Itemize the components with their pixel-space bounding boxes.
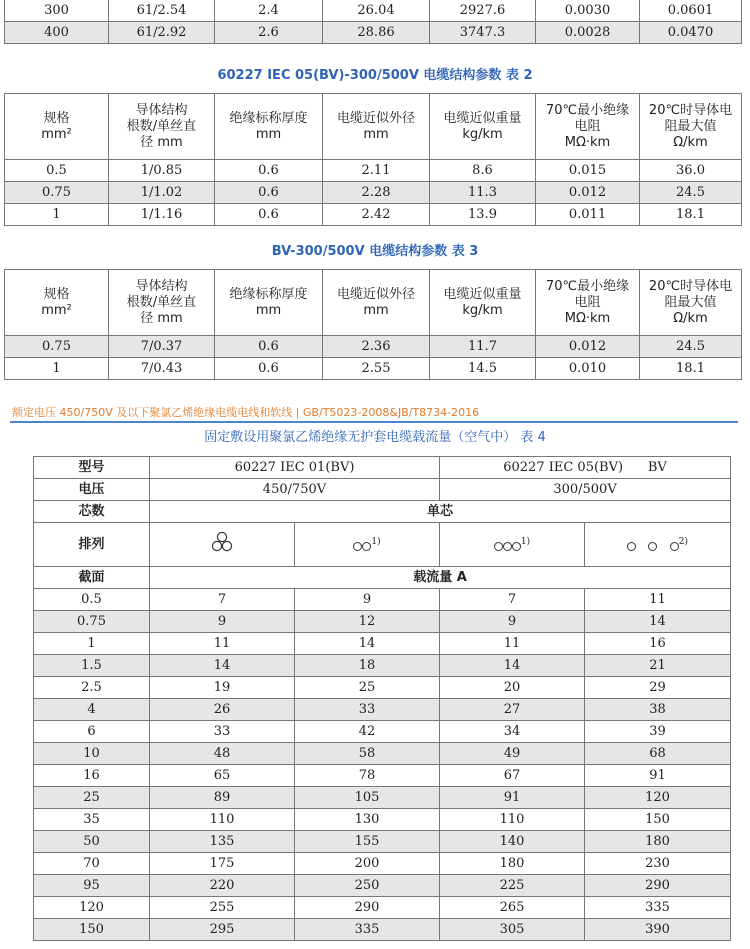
table-cell: 14 xyxy=(585,611,731,633)
table-cell: 11 xyxy=(440,633,585,655)
table-cell: 29 xyxy=(585,677,731,699)
cores-label: 芯数 xyxy=(34,501,150,523)
table-cell: 0.5 xyxy=(34,589,150,611)
table-row xyxy=(5,160,742,182)
header-conductor: 导体结构 根数/单丝直 径 mm xyxy=(109,270,215,336)
table-cell: 200 xyxy=(295,853,440,875)
table-cell: 0.75 xyxy=(5,336,109,358)
table-cell: 26.04 xyxy=(323,0,430,22)
model-label: 型号 xyxy=(34,457,150,479)
header-weight: 电缆近似重量 kg/km xyxy=(430,94,536,160)
arrangement-trefoil xyxy=(150,523,295,567)
table-cell: 89 xyxy=(150,787,295,809)
table-cell: 1 xyxy=(34,633,150,655)
header-insulation: 绝缘标称厚度 mm xyxy=(215,94,323,160)
table-cell: 25 xyxy=(295,677,440,699)
row-arrangement xyxy=(34,523,731,567)
table-cell: 180 xyxy=(440,853,585,875)
table-row xyxy=(34,743,731,765)
table-cell: 91 xyxy=(585,765,731,787)
table-cell: 18.1 xyxy=(640,204,742,226)
header-outer-diameter: 电缆近似外径 mm xyxy=(323,94,430,160)
table-cell: 9 xyxy=(150,611,295,633)
table-cell: 120 xyxy=(34,897,150,919)
table-cell: 11 xyxy=(150,633,295,655)
table-row xyxy=(5,182,742,204)
table-cell: 1 xyxy=(5,358,109,380)
table-cell: 1/1.02 xyxy=(109,182,215,204)
table-cell: 225 xyxy=(440,875,585,897)
table-row xyxy=(34,633,731,655)
table-cell: 11.7 xyxy=(430,336,536,358)
table-row xyxy=(34,765,731,787)
table-cell: 35 xyxy=(34,809,150,831)
table-cell: 390 xyxy=(585,919,731,941)
table-cell: 61/2.92 xyxy=(109,22,215,44)
arrangement-three-touching: 1) xyxy=(440,523,585,567)
table-cell: 0.0030 xyxy=(536,0,640,22)
table-cell: 295 xyxy=(150,919,295,941)
table-cell: 2.42 xyxy=(323,204,430,226)
table-cell: 1/1.16 xyxy=(109,204,215,226)
table-cell: 155 xyxy=(295,831,440,853)
table-cell: 0.0601 xyxy=(640,0,742,22)
header-spec: 规格 mm² xyxy=(5,270,109,336)
table-row xyxy=(34,875,731,897)
model-b: 60227 IEC 05(BV) BV xyxy=(440,457,731,479)
table-cell: 11.3 xyxy=(430,182,536,204)
table-cell: 48 xyxy=(150,743,295,765)
table-cell: 0.5 xyxy=(5,160,109,182)
voltage-a: 450/750V xyxy=(150,479,440,501)
table-cell: 300 xyxy=(5,0,109,22)
standard-subtitle: 额定电压 450/750V 及以下聚氯乙烯绝缘电缆电线和软线 | GB/T5023-2008&JB/T8734-2016 xyxy=(12,406,480,419)
table-cell: 0.011 xyxy=(536,204,640,226)
table-cell: 70 xyxy=(34,853,150,875)
table-cell: 0.6 xyxy=(215,182,323,204)
table-row xyxy=(5,0,742,22)
ampacity-label: 载流量 A xyxy=(150,567,731,589)
table-3 xyxy=(4,269,742,380)
table-cell: 2927.6 xyxy=(430,0,536,22)
table-cell: 265 xyxy=(440,897,585,919)
table-cell: 58 xyxy=(295,743,440,765)
table-cell: 10 xyxy=(34,743,150,765)
table-2-title: 60227 IEC 05(BV)-300/500V 电缆结构参数 表 2 xyxy=(217,68,533,83)
table-cell: 2.6 xyxy=(215,22,323,44)
table-cell: 14 xyxy=(440,655,585,677)
table-cell: 2.36 xyxy=(323,336,430,358)
table-cell: 13.9 xyxy=(430,204,536,226)
arrangement-label: 排列 xyxy=(34,523,150,567)
table-cell: 33 xyxy=(150,721,295,743)
table-cell: 2.28 xyxy=(323,182,430,204)
row-voltage xyxy=(34,479,731,501)
table-cell: 67 xyxy=(440,765,585,787)
table-cell: 25 xyxy=(34,787,150,809)
table-cell: 0.75 xyxy=(5,182,109,204)
table-cell: 0.0470 xyxy=(640,22,742,44)
table-cell: 0.6 xyxy=(215,358,323,380)
table-cell: 180 xyxy=(585,831,731,853)
row-cores xyxy=(34,501,731,523)
table-cell: 120 xyxy=(585,787,731,809)
model-a: 60227 IEC 01(BV) xyxy=(150,457,440,479)
table-cell: 6 xyxy=(34,721,150,743)
table-3-title: BV-300/500V 电缆结构参数 表 3 xyxy=(271,244,479,259)
table-cell: 110 xyxy=(440,809,585,831)
table-1-body xyxy=(5,0,742,44)
table-cell: 140 xyxy=(440,831,585,853)
voltage-b: 300/500V xyxy=(440,479,731,501)
table-cell: 0.010 xyxy=(536,358,640,380)
row-model xyxy=(34,457,731,479)
table-row xyxy=(34,699,731,721)
table-row xyxy=(5,204,742,226)
cores-value: 单芯 xyxy=(150,501,731,523)
table-cell: 0.6 xyxy=(215,204,323,226)
header-weight: 电缆近似重量 kg/km xyxy=(430,270,536,336)
table-cell: 28.86 xyxy=(323,22,430,44)
table-cell: 24.5 xyxy=(640,336,742,358)
table-cell: 49 xyxy=(440,743,585,765)
table-row xyxy=(34,589,731,611)
table-row xyxy=(34,655,731,677)
table-cell: 26 xyxy=(150,699,295,721)
table-3-body xyxy=(5,336,742,380)
voltage-label: 电压 xyxy=(34,479,150,501)
table-cell: 65 xyxy=(150,765,295,787)
table-cell: 42 xyxy=(295,721,440,743)
table-cell: 36.0 xyxy=(640,160,742,182)
table-cell: 2.55 xyxy=(323,358,430,380)
table-cell: 0.6 xyxy=(215,336,323,358)
table-cell: 16 xyxy=(34,765,150,787)
table-cell: 68 xyxy=(585,743,731,765)
table-row xyxy=(34,897,731,919)
three-circles-icon xyxy=(494,539,521,554)
table-cell: 230 xyxy=(585,853,731,875)
table-1-continuation xyxy=(4,0,742,44)
table-4 xyxy=(33,456,731,941)
table-row xyxy=(34,721,731,743)
table-cell: 24.5 xyxy=(640,182,742,204)
table-cell: 7 xyxy=(440,589,585,611)
arrangement-two-touching: 1) xyxy=(295,523,440,567)
table-cell: 50 xyxy=(34,831,150,853)
table-row xyxy=(5,358,742,380)
table-cell: 250 xyxy=(295,875,440,897)
table-row xyxy=(34,677,731,699)
table-cell: 95 xyxy=(34,875,150,897)
three-spaced-circles-icon xyxy=(627,539,679,554)
table-cell: 1 xyxy=(5,204,109,226)
table-row xyxy=(34,809,731,831)
two-circles-icon xyxy=(353,539,371,554)
table-cell: 1.5 xyxy=(34,655,150,677)
section-label: 截面 xyxy=(34,567,150,589)
table-4-body xyxy=(34,589,731,941)
table-cell: 110 xyxy=(150,809,295,831)
table-cell: 14 xyxy=(295,633,440,655)
table-cell: 2.11 xyxy=(323,160,430,182)
table-cell: 105 xyxy=(295,787,440,809)
arrangement-three-spaced: 2) xyxy=(585,523,731,567)
table-cell: 8.6 xyxy=(430,160,536,182)
table-cell: 0.012 xyxy=(536,182,640,204)
table-cell: 150 xyxy=(585,809,731,831)
table-cell: 4 xyxy=(34,699,150,721)
table-cell: 7/0.37 xyxy=(109,336,215,358)
table-2-body xyxy=(5,160,742,226)
table-cell: 18 xyxy=(295,655,440,677)
table-cell: 38 xyxy=(585,699,731,721)
table-cell: 2.4 xyxy=(215,0,323,22)
header-insulation-resistance: 70℃最小绝缘 电阻 MΩ·km xyxy=(536,270,640,336)
table-cell: 175 xyxy=(150,853,295,875)
row-section xyxy=(34,567,731,589)
table-cell: 39 xyxy=(585,721,731,743)
table-cell: 78 xyxy=(295,765,440,787)
table-cell: 7 xyxy=(150,589,295,611)
table-cell: 0.0028 xyxy=(536,22,640,44)
table-cell: 27 xyxy=(440,699,585,721)
header-insulation: 绝缘标称厚度 mm xyxy=(215,270,323,336)
table-row xyxy=(34,787,731,809)
table-cell: 3747.3 xyxy=(430,22,536,44)
table-cell: 255 xyxy=(150,897,295,919)
table-cell: 19 xyxy=(150,677,295,699)
table-cell: 305 xyxy=(440,919,585,941)
table-cell: 335 xyxy=(295,919,440,941)
header-conductor-resistance: 20℃时导体电 阻最大值 Ω/km xyxy=(640,94,742,160)
table-cell: 290 xyxy=(585,875,731,897)
table-cell: 400 xyxy=(5,22,109,44)
table-cell: 9 xyxy=(440,611,585,633)
table-2-header xyxy=(5,94,742,160)
table-cell: 0.6 xyxy=(215,160,323,182)
table-cell: 290 xyxy=(295,897,440,919)
table-cell: 7/0.43 xyxy=(109,358,215,380)
table-cell: 18.1 xyxy=(640,358,742,380)
table-cell: 16 xyxy=(585,633,731,655)
table-cell: 33 xyxy=(295,699,440,721)
header-outer-diameter: 电缆近似外径 mm xyxy=(323,270,430,336)
table-cell: 0.015 xyxy=(536,160,640,182)
table-cell: 2.5 xyxy=(34,677,150,699)
table-cell: 220 xyxy=(150,875,295,897)
table-row xyxy=(5,336,742,358)
table-cell: 9 xyxy=(295,589,440,611)
table-2 xyxy=(4,93,742,226)
table-cell: 34 xyxy=(440,721,585,743)
header-conductor-resistance: 20℃时导体电 阻最大值 Ω/km xyxy=(640,270,742,336)
table-row xyxy=(5,22,742,44)
header-spec: 规格 mm² xyxy=(5,94,109,160)
table-row xyxy=(34,853,731,875)
table-4-title: 固定敷设用聚氯乙烯绝缘无护套电缆载流量（空气中） 表 4 xyxy=(204,430,546,445)
header-conductor: 导体结构 根数/单丝直 径 mm xyxy=(109,94,215,160)
table-cell: 14.5 xyxy=(430,358,536,380)
table-cell: 20 xyxy=(440,677,585,699)
table-cell: 91 xyxy=(440,787,585,809)
table-cell: 0.012 xyxy=(536,336,640,358)
table-cell: 335 xyxy=(585,897,731,919)
table-cell: 61/2.54 xyxy=(109,0,215,22)
table-cell: 1/0.85 xyxy=(109,160,215,182)
table-cell: 12 xyxy=(295,611,440,633)
table-cell: 150 xyxy=(34,919,150,941)
table-cell: 21 xyxy=(585,655,731,677)
header-insulation-resistance: 70℃最小绝缘 电阻 MΩ·km xyxy=(536,94,640,160)
table-cell: 11 xyxy=(585,589,731,611)
table-row xyxy=(34,831,731,853)
table-cell: 135 xyxy=(150,831,295,853)
trefoil-circles-icon xyxy=(208,530,236,554)
table-cell: 130 xyxy=(295,809,440,831)
table-3-header xyxy=(5,270,742,336)
table-cell: 0.75 xyxy=(34,611,150,633)
table-cell: 14 xyxy=(150,655,295,677)
table-row xyxy=(34,919,731,941)
table-row xyxy=(34,611,731,633)
divider-line xyxy=(10,421,738,423)
